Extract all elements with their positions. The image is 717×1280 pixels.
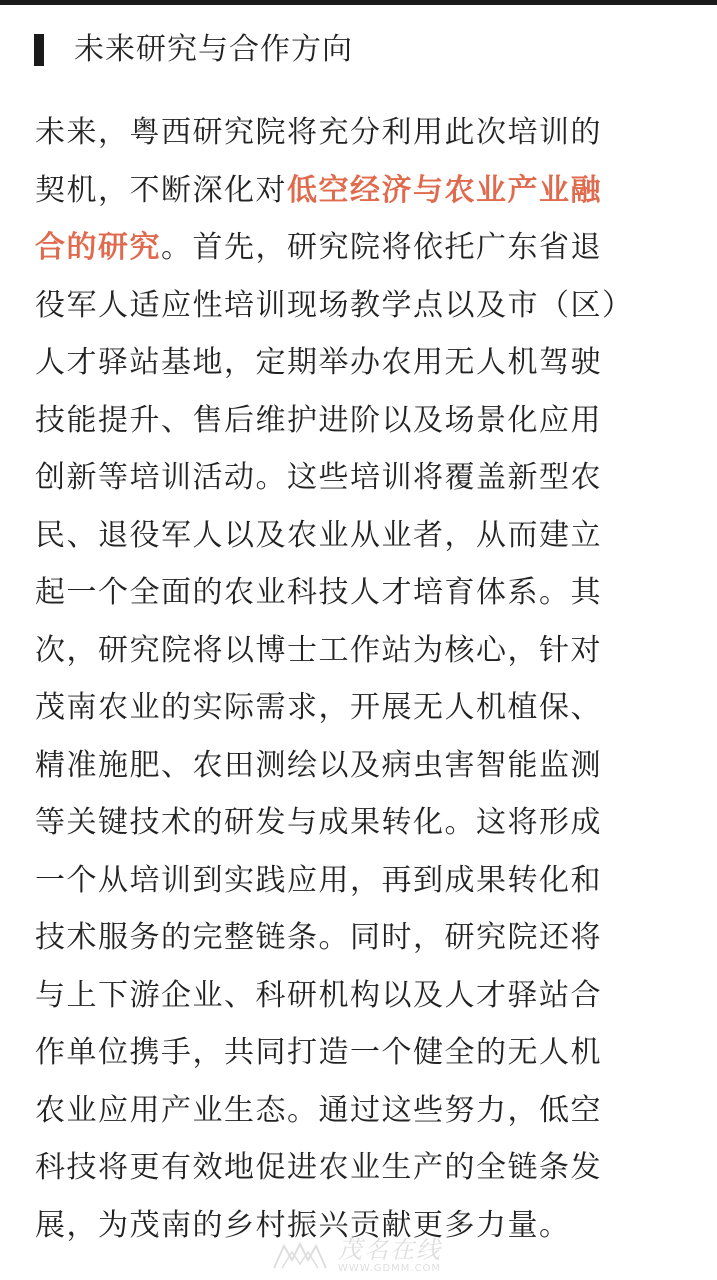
text-run: 与上下游企业、科研机构以及人才驿站合: [35, 977, 602, 1013]
article-line: [35, 737, 683, 795]
text-run: 技能提升、售后维护进阶以及场景化应用: [35, 402, 602, 438]
text-run: 人才驿站基地，定期举办农用无人机驾驶: [35, 345, 602, 380]
article-line: [35, 622, 683, 680]
text-run: 作单位携手，共同打造一个健全的无人机: [35, 1035, 602, 1070]
article-line: [35, 1139, 683, 1197]
watermark-name: 茂名在线: [338, 1236, 442, 1264]
article-body: [35, 104, 683, 1254]
article-line: [35, 449, 683, 507]
text-run: 科技将更有效地促进农业生产的全链条发: [35, 1150, 602, 1185]
article-line: [35, 1082, 683, 1140]
watermark-url: WWW.GDMM.COM: [338, 1263, 442, 1274]
text-run: 起一个全面的农业科技人才培育体系。其: [35, 575, 602, 610]
section-title: 未来研究与合作方向: [74, 32, 353, 67]
top-border: [0, 0, 717, 5]
watermark-logo-icon: [270, 1238, 330, 1274]
text-run: 创新等培训活动。这些培训将覆盖新型农: [35, 460, 602, 495]
text-run: 精准施肥、农田测绘以及病虫害智能监测: [35, 747, 602, 783]
article-line: [35, 564, 683, 622]
text-run: 一个从培训到实践应用，再到成果转化和: [35, 862, 602, 898]
text-run: 茂南农业的实际需求，开展无人机植保、: [35, 690, 602, 725]
text-run: 役军人适应性培训现场教学点以及市（区）: [35, 287, 634, 323]
article-line: [35, 794, 683, 852]
text-run: 未来，粤西研究院将充分利用此次培训的: [35, 115, 602, 150]
article-line: [35, 909, 683, 967]
article-line: [35, 277, 683, 335]
article-line: [35, 392, 683, 450]
header-bar-marker: [34, 34, 44, 66]
article-line: [35, 219, 683, 277]
article-line: [35, 967, 683, 1025]
article-line: [35, 104, 683, 162]
section-header: [34, 30, 353, 70]
article-line: [35, 852, 683, 910]
text-run: 民、退役军人以及农业从业者，从而建立: [35, 517, 602, 553]
text-run: 农业应用产业生态。通过这些努力，低空: [35, 1092, 602, 1128]
site-watermark: [270, 1234, 470, 1278]
article-line: [35, 679, 683, 737]
article-line: [35, 507, 683, 565]
highlight-text: 低空经济与农业产业融: [287, 172, 602, 208]
text-run: 技术服务的完整链条。同时，研究院还将: [35, 920, 602, 955]
highlight-text: 合的研究: [35, 230, 161, 265]
article-line: [35, 162, 683, 220]
text-run: 展，为茂南的乡村振兴贡献更多力量。: [35, 1207, 571, 1243]
text-run: 。首先，研究院将依托广东省退: [161, 230, 602, 265]
text-run: 契机，不断深化对: [35, 172, 287, 208]
article-line: [35, 334, 683, 392]
article-line: [35, 1024, 683, 1082]
text-run: 等关键技术的研发与成果转化。这将形成: [35, 805, 602, 840]
text-run: 次，研究院将以博士工作站为核心，针对: [35, 632, 602, 668]
